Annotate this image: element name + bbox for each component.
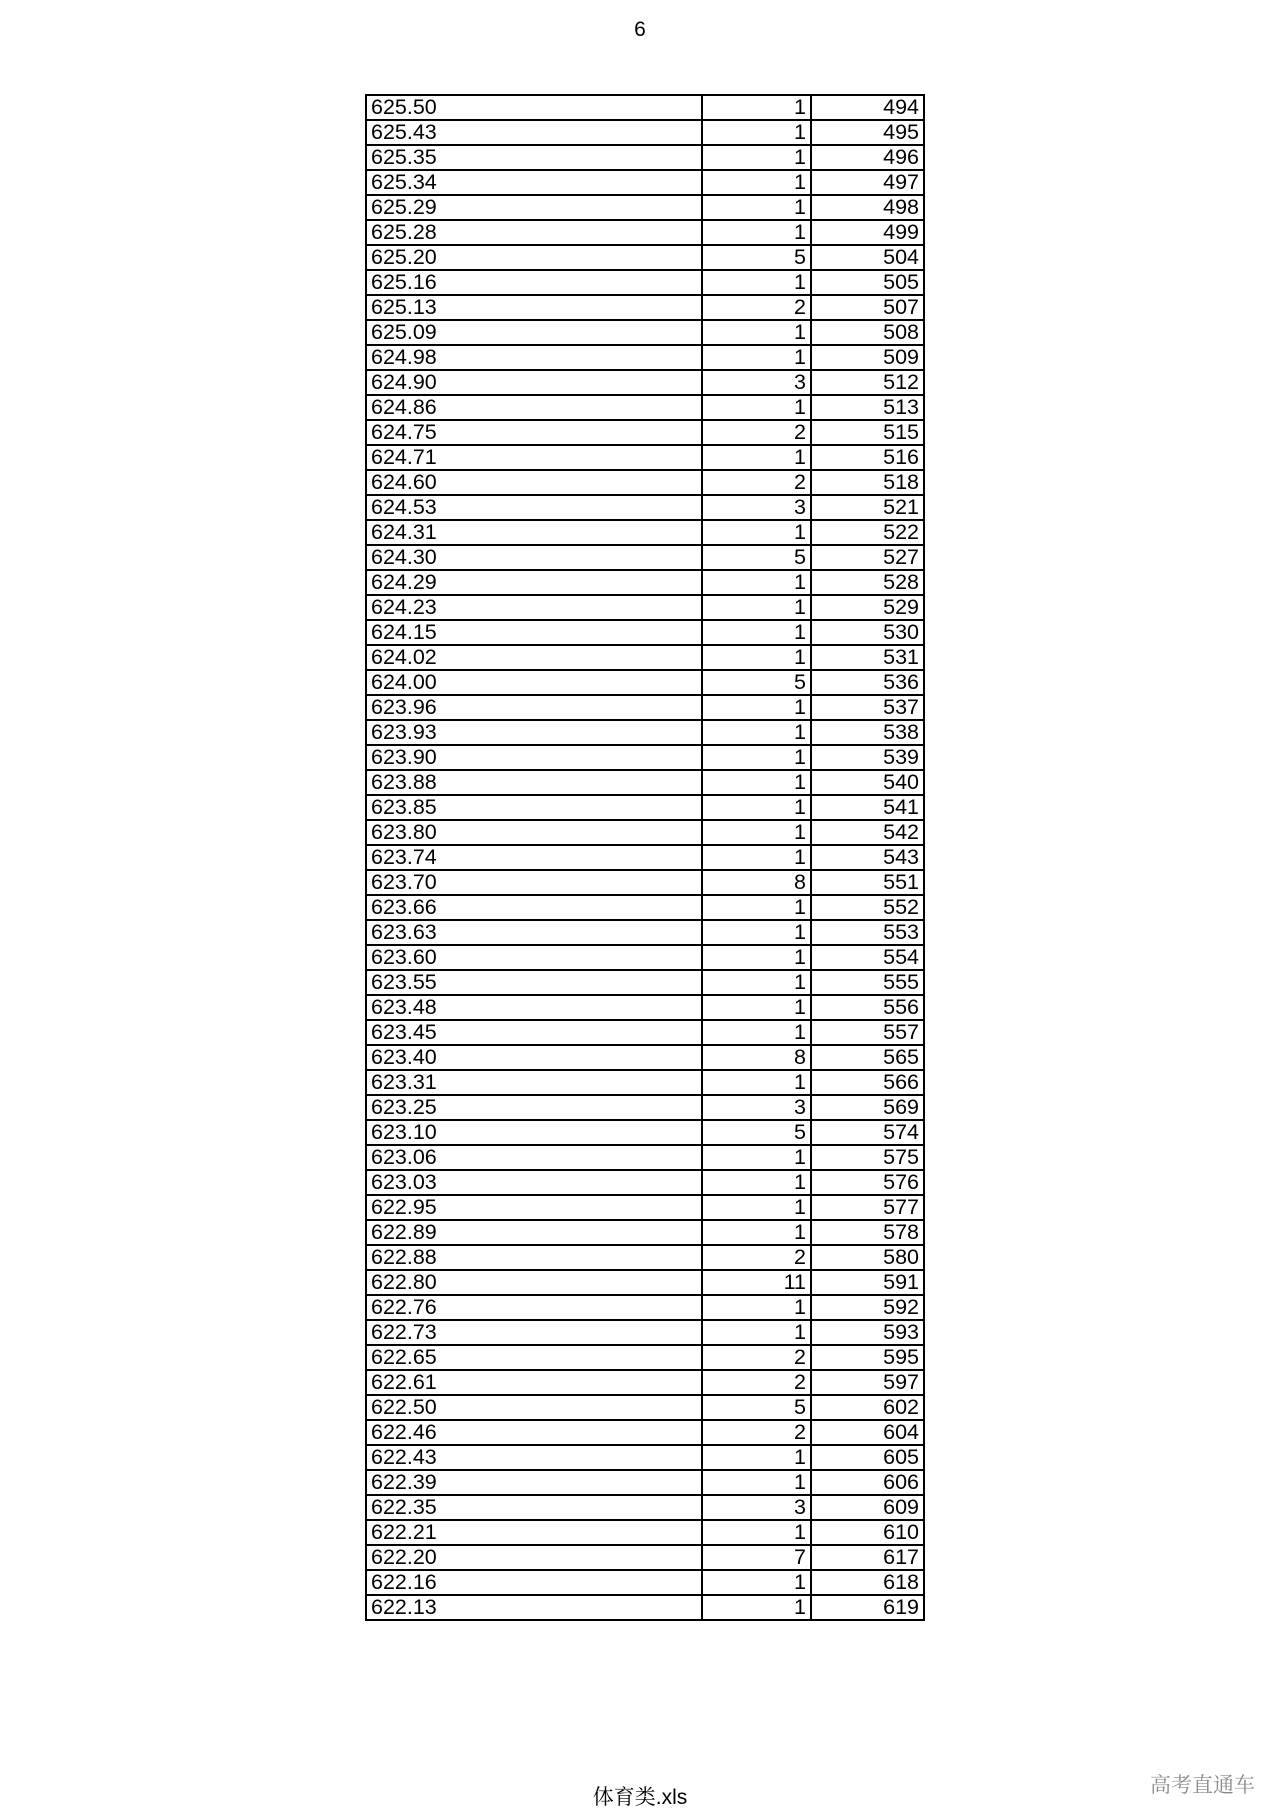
table-row	[366, 570, 924, 595]
score-cell: 622.46	[366, 1420, 702, 1445]
cumulative-cell: 507	[811, 295, 924, 320]
count-cell: 3	[702, 495, 811, 520]
count-cell: 1	[702, 1470, 811, 1495]
count-cell: 1	[702, 1445, 811, 1470]
score-cell: 623.25	[366, 1095, 702, 1120]
count-cell: 3	[702, 370, 811, 395]
table-row	[366, 1545, 924, 1570]
table-body	[366, 95, 924, 1620]
table-row	[366, 1445, 924, 1470]
table-row	[366, 1020, 924, 1045]
count-cell: 2	[702, 1370, 811, 1395]
count-cell: 5	[702, 1120, 811, 1145]
count-cell: 1	[702, 570, 811, 595]
table-row	[366, 595, 924, 620]
table-row	[366, 720, 924, 745]
count-cell: 3	[702, 1495, 811, 1520]
table-row	[366, 1220, 924, 1245]
table-row	[366, 870, 924, 895]
score-cell: 624.75	[366, 420, 702, 445]
table-row	[366, 995, 924, 1020]
table-row	[366, 1470, 924, 1495]
table-row	[366, 1195, 924, 1220]
cumulative-cell: 556	[811, 995, 924, 1020]
count-cell: 1	[702, 845, 811, 870]
table-row	[366, 170, 924, 195]
table-row	[366, 1070, 924, 1095]
score-cell: 623.06	[366, 1145, 702, 1170]
cumulative-cell: 593	[811, 1320, 924, 1345]
cumulative-cell: 575	[811, 1145, 924, 1170]
cumulative-cell: 499	[811, 220, 924, 245]
count-cell: 1	[702, 1595, 811, 1620]
count-cell: 1	[702, 795, 811, 820]
score-cell: 623.74	[366, 845, 702, 870]
cumulative-cell: 518	[811, 470, 924, 495]
count-cell: 8	[702, 1045, 811, 1070]
table-row	[366, 220, 924, 245]
table-row	[366, 95, 924, 120]
score-cell: 622.20	[366, 1545, 702, 1570]
count-cell: 1	[702, 895, 811, 920]
cumulative-cell: 553	[811, 920, 924, 945]
count-cell: 2	[702, 420, 811, 445]
score-cell: 624.00	[366, 670, 702, 695]
table-row	[366, 1395, 924, 1420]
table-row	[366, 1520, 924, 1545]
score-cell: 622.61	[366, 1370, 702, 1395]
table-row	[366, 820, 924, 845]
score-cell: 624.02	[366, 645, 702, 670]
cumulative-cell: 496	[811, 145, 924, 170]
score-cell: 625.35	[366, 145, 702, 170]
count-cell: 1	[702, 1220, 811, 1245]
cumulative-cell: 555	[811, 970, 924, 995]
count-cell: 1	[702, 720, 811, 745]
count-cell: 1	[702, 945, 811, 970]
cumulative-cell: 529	[811, 595, 924, 620]
count-cell: 1	[702, 170, 811, 195]
count-cell: 1	[702, 920, 811, 945]
count-cell: 1	[702, 320, 811, 345]
cumulative-cell: 509	[811, 345, 924, 370]
count-cell: 1	[702, 995, 811, 1020]
score-cell: 624.90	[366, 370, 702, 395]
table-row	[366, 245, 924, 270]
cumulative-cell: 604	[811, 1420, 924, 1445]
score-cell: 624.23	[366, 595, 702, 620]
table-row	[366, 1245, 924, 1270]
cumulative-cell: 609	[811, 1495, 924, 1520]
table-row	[366, 845, 924, 870]
table-row	[366, 195, 924, 220]
count-cell: 2	[702, 1420, 811, 1445]
score-cell: 623.31	[366, 1070, 702, 1095]
table-row	[366, 1170, 924, 1195]
count-cell: 1	[702, 1570, 811, 1595]
score-table-container	[365, 94, 923, 1621]
count-cell: 11	[702, 1270, 811, 1295]
table-row	[366, 1495, 924, 1520]
cumulative-cell: 606	[811, 1470, 924, 1495]
cumulative-cell: 591	[811, 1270, 924, 1295]
count-cell: 1	[702, 820, 811, 845]
count-cell: 1	[702, 445, 811, 470]
score-cell: 622.76	[366, 1295, 702, 1320]
watermark: 高考直通车	[1150, 1774, 1255, 1797]
score-cell: 623.55	[366, 970, 702, 995]
table-row	[366, 970, 924, 995]
score-cell: 623.63	[366, 920, 702, 945]
cumulative-cell: 508	[811, 320, 924, 345]
count-cell: 1	[702, 695, 811, 720]
score-cell: 625.16	[366, 270, 702, 295]
cumulative-cell: 597	[811, 1370, 924, 1395]
count-cell: 2	[702, 1245, 811, 1270]
score-cell: 623.40	[366, 1045, 702, 1070]
table-row	[366, 545, 924, 570]
score-cell: 622.89	[366, 1220, 702, 1245]
table-row	[366, 1570, 924, 1595]
count-cell: 5	[702, 245, 811, 270]
score-cell: 622.16	[366, 1570, 702, 1595]
score-cell: 625.13	[366, 295, 702, 320]
count-cell: 1	[702, 1145, 811, 1170]
score-cell: 623.80	[366, 820, 702, 845]
score-cell: 623.85	[366, 795, 702, 820]
score-cell: 625.28	[366, 220, 702, 245]
score-cell: 623.10	[366, 1120, 702, 1145]
count-cell: 8	[702, 870, 811, 895]
count-cell: 1	[702, 220, 811, 245]
score-cell: 625.09	[366, 320, 702, 345]
table-row	[366, 1345, 924, 1370]
score-cell: 622.88	[366, 1245, 702, 1270]
score-cell: 623.45	[366, 1020, 702, 1045]
count-cell: 1	[702, 970, 811, 995]
cumulative-cell: 576	[811, 1170, 924, 1195]
table-row	[366, 145, 924, 170]
score-cell: 622.50	[366, 1395, 702, 1420]
score-cell: 624.15	[366, 620, 702, 645]
cumulative-cell: 569	[811, 1095, 924, 1120]
table-row	[366, 270, 924, 295]
cumulative-cell: 617	[811, 1545, 924, 1570]
count-cell: 1	[702, 145, 811, 170]
score-cell: 623.66	[366, 895, 702, 920]
count-cell: 1	[702, 1195, 811, 1220]
score-cell: 624.30	[366, 545, 702, 570]
count-cell: 1	[702, 1070, 811, 1095]
count-cell: 1	[702, 745, 811, 770]
score-cell: 624.71	[366, 445, 702, 470]
table-row	[366, 495, 924, 520]
table-row	[366, 1270, 924, 1295]
table-row	[366, 945, 924, 970]
score-cell: 623.03	[366, 1170, 702, 1195]
cumulative-cell: 543	[811, 845, 924, 870]
score-cell: 625.29	[366, 195, 702, 220]
table-row	[366, 620, 924, 645]
score-cell: 622.95	[366, 1195, 702, 1220]
score-cell: 623.90	[366, 745, 702, 770]
table-row	[366, 470, 924, 495]
cumulative-cell: 497	[811, 170, 924, 195]
table-row	[366, 1320, 924, 1345]
cumulative-cell: 521	[811, 495, 924, 520]
table-row	[366, 770, 924, 795]
table-row	[366, 920, 924, 945]
cumulative-cell: 528	[811, 570, 924, 595]
table-row	[366, 120, 924, 145]
cumulative-cell: 512	[811, 370, 924, 395]
cumulative-cell: 592	[811, 1295, 924, 1320]
count-cell: 7	[702, 1545, 811, 1570]
cumulative-cell: 566	[811, 1070, 924, 1095]
cumulative-cell: 578	[811, 1220, 924, 1245]
count-cell: 1	[702, 1520, 811, 1545]
count-cell: 1	[702, 345, 811, 370]
cumulative-cell: 504	[811, 245, 924, 270]
cumulative-cell: 551	[811, 870, 924, 895]
table-row	[366, 670, 924, 695]
cumulative-cell: 531	[811, 645, 924, 670]
score-cell: 622.13	[366, 1595, 702, 1620]
footer-filename: 体育类.xls	[592, 1786, 688, 1809]
score-cell: 623.70	[366, 870, 702, 895]
count-cell: 1	[702, 95, 811, 120]
score-cell: 622.39	[366, 1470, 702, 1495]
score-rank-table	[365, 94, 925, 1621]
cumulative-cell: 541	[811, 795, 924, 820]
cumulative-cell: 540	[811, 770, 924, 795]
count-cell: 1	[702, 1170, 811, 1195]
cumulative-cell: 505	[811, 270, 924, 295]
cumulative-cell: 619	[811, 1595, 924, 1620]
cumulative-cell: 618	[811, 1570, 924, 1595]
table-row	[366, 295, 924, 320]
count-cell: 1	[702, 1295, 811, 1320]
table-row	[366, 645, 924, 670]
count-cell: 1	[702, 395, 811, 420]
cumulative-cell: 494	[811, 95, 924, 120]
count-cell: 1	[702, 770, 811, 795]
score-cell: 624.86	[366, 395, 702, 420]
score-cell: 625.20	[366, 245, 702, 270]
cumulative-cell: 605	[811, 1445, 924, 1470]
table-row	[366, 370, 924, 395]
cumulative-cell: 515	[811, 420, 924, 445]
cumulative-cell: 495	[811, 120, 924, 145]
cumulative-cell: 537	[811, 695, 924, 720]
count-cell: 2	[702, 470, 811, 495]
cumulative-cell: 557	[811, 1020, 924, 1045]
cumulative-cell: 539	[811, 745, 924, 770]
table-row	[366, 1095, 924, 1120]
table-row	[366, 320, 924, 345]
score-cell: 625.50	[366, 95, 702, 120]
cumulative-cell: 577	[811, 1195, 924, 1220]
score-cell: 624.60	[366, 470, 702, 495]
table-row	[366, 1595, 924, 1620]
score-cell: 625.34	[366, 170, 702, 195]
count-cell: 1	[702, 270, 811, 295]
score-cell: 623.96	[366, 695, 702, 720]
count-cell: 3	[702, 1095, 811, 1120]
cumulative-cell: 538	[811, 720, 924, 745]
count-cell: 2	[702, 295, 811, 320]
score-cell: 623.60	[366, 945, 702, 970]
cumulative-cell: 552	[811, 895, 924, 920]
table-row	[366, 1120, 924, 1145]
count-cell: 1	[702, 595, 811, 620]
table-row	[366, 1145, 924, 1170]
cumulative-cell: 610	[811, 1520, 924, 1545]
table-row	[366, 1045, 924, 1070]
count-cell: 1	[702, 1020, 811, 1045]
table-row	[366, 395, 924, 420]
score-cell: 622.80	[366, 1270, 702, 1295]
table-row	[366, 345, 924, 370]
cumulative-cell: 536	[811, 670, 924, 695]
cumulative-cell: 498	[811, 195, 924, 220]
table-row	[366, 745, 924, 770]
count-cell: 1	[702, 620, 811, 645]
cumulative-cell: 595	[811, 1345, 924, 1370]
score-cell: 622.35	[366, 1495, 702, 1520]
table-row	[366, 445, 924, 470]
cumulative-cell: 574	[811, 1120, 924, 1145]
score-cell: 624.53	[366, 495, 702, 520]
count-cell: 1	[702, 520, 811, 545]
score-cell: 624.98	[366, 345, 702, 370]
score-cell: 624.29	[366, 570, 702, 595]
score-cell: 623.93	[366, 720, 702, 745]
count-cell: 5	[702, 670, 811, 695]
table-row	[366, 795, 924, 820]
table-row	[366, 695, 924, 720]
cumulative-cell: 565	[811, 1045, 924, 1070]
cumulative-cell: 527	[811, 545, 924, 570]
cumulative-cell: 530	[811, 620, 924, 645]
count-cell: 5	[702, 545, 811, 570]
table-row	[366, 1370, 924, 1395]
score-cell: 624.31	[366, 520, 702, 545]
score-cell: 623.88	[366, 770, 702, 795]
count-cell: 1	[702, 1320, 811, 1345]
count-cell: 5	[702, 1395, 811, 1420]
cumulative-cell: 522	[811, 520, 924, 545]
cumulative-cell: 513	[811, 395, 924, 420]
score-cell: 622.43	[366, 1445, 702, 1470]
count-cell: 1	[702, 195, 811, 220]
table-row	[366, 1295, 924, 1320]
cumulative-cell: 516	[811, 445, 924, 470]
score-cell: 625.43	[366, 120, 702, 145]
cumulative-cell: 542	[811, 820, 924, 845]
count-cell: 2	[702, 1345, 811, 1370]
cumulative-cell: 580	[811, 1245, 924, 1270]
table-row	[366, 895, 924, 920]
page-number: 6	[634, 18, 646, 41]
count-cell: 1	[702, 645, 811, 670]
count-cell: 1	[702, 120, 811, 145]
table-row	[366, 520, 924, 545]
score-cell: 622.73	[366, 1320, 702, 1345]
table-row	[366, 1420, 924, 1445]
table-row	[366, 420, 924, 445]
score-cell: 622.21	[366, 1520, 702, 1545]
score-cell: 623.48	[366, 995, 702, 1020]
score-cell: 622.65	[366, 1345, 702, 1370]
cumulative-cell: 602	[811, 1395, 924, 1420]
cumulative-cell: 554	[811, 945, 924, 970]
